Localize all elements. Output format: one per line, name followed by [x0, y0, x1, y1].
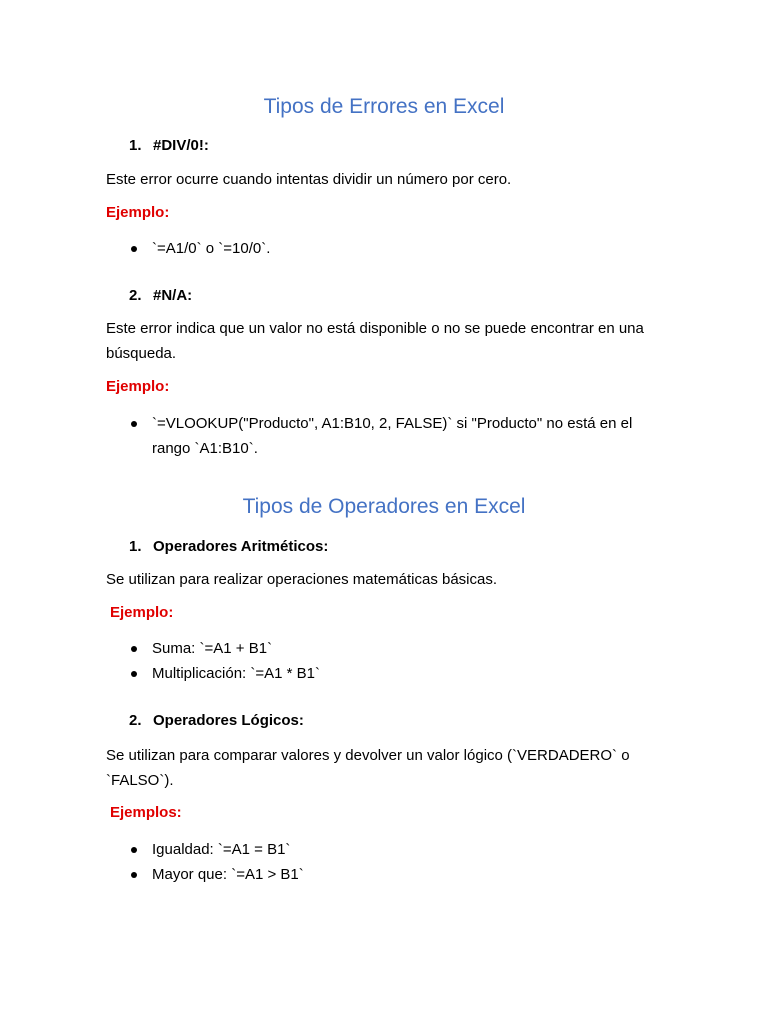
list-number: 1.: [129, 137, 142, 154]
operator-heading-arithmetic: [129, 537, 328, 557]
error-description-na: Este error indica que un valor no está disponible o no se puede encontrar en una búsqueda.: [106, 320, 644, 362]
list-item: `=A1/0` o `=10/0`.: [106, 236, 666, 261]
list-item: Igualdad: `=A1 = B1`: [106, 837, 666, 862]
example-label: Ejemplo:: [110, 604, 174, 621]
list-item: `=VLOOKUP("Producto", A1:B10, 2, FALSE)` si "Producto" no está en el rango `A1:B10`.: [106, 411, 666, 461]
bullet-icon: [131, 646, 137, 652]
heading-text: Operadores Lógicos:: [153, 712, 304, 729]
bullet-icon: [131, 246, 137, 252]
errors-section-title: Tipos de Errores en Excel: [263, 95, 505, 118]
list-number: 2.: [129, 287, 142, 304]
bullet-icon: [131, 847, 137, 853]
list-item: Mayor que: `=A1 > B1`: [106, 862, 666, 887]
list-item: Suma: `=A1 + B1`: [106, 636, 666, 661]
heading-text: Operadores Aritméticos:: [153, 538, 329, 555]
example-list: [106, 837, 666, 887]
example-list: [106, 236, 666, 261]
heading-text: #DIV/0!:: [153, 137, 209, 154]
list-number: 2.: [129, 712, 142, 729]
operator-heading-logical: [129, 711, 304, 731]
bullet-icon: [131, 671, 137, 677]
error-description-div0: Este error ocurre cuando intentas dividir un número por cero.: [106, 171, 512, 188]
error-heading-div0: [129, 136, 209, 156]
example-label: Ejemplo:: [106, 204, 170, 221]
operator-description-logical: Se utilizan para comparar valores y devolver un valor lógico (`VERDADERO` o `FALSO`).: [106, 747, 630, 789]
bullet-icon: [131, 421, 137, 427]
heading-text: #N/A:: [153, 287, 193, 304]
error-heading-na: [129, 286, 192, 306]
example-label: Ejemplos:: [110, 804, 182, 821]
example-list: [106, 411, 666, 461]
list-item: Multiplicación: `=A1 * B1`: [106, 661, 666, 686]
bullet-icon: [131, 872, 137, 878]
example-label: Ejemplo:: [106, 378, 170, 395]
list-number: 1.: [129, 538, 142, 555]
operators-section-title: Tipos de Operadores en Excel: [242, 495, 526, 518]
operator-description-arithmetic: Se utilizan para realizar operaciones matemáticas básicas.: [106, 571, 498, 588]
example-list: [106, 636, 666, 686]
